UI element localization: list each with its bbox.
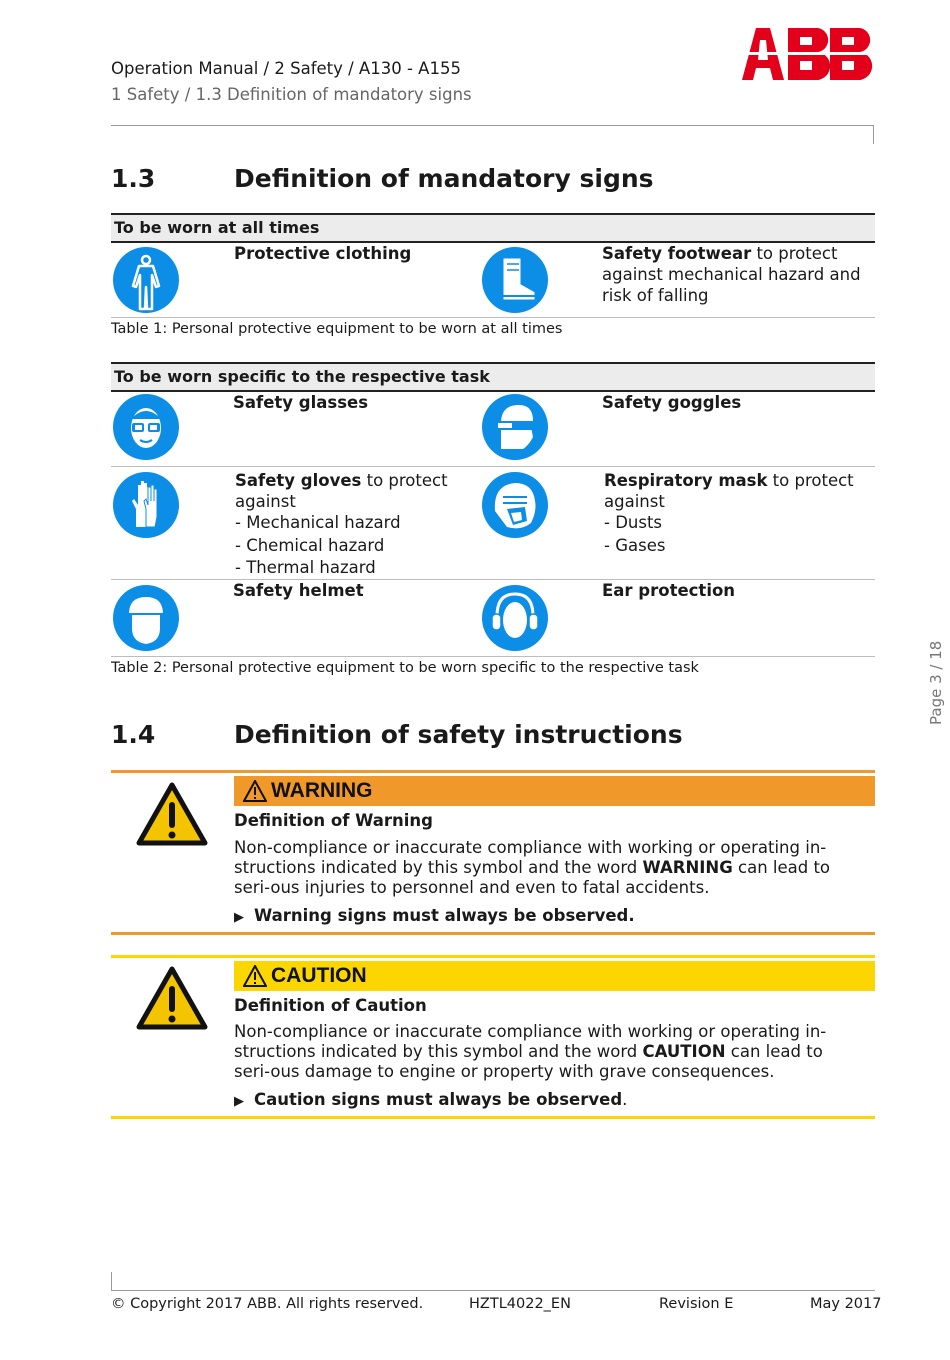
table-row bbox=[111, 580, 875, 657]
protective-clothing-label: Protective clothing bbox=[234, 244, 412, 263]
safety-gloves-icon bbox=[112, 471, 180, 539]
safety-glasses-icon bbox=[112, 393, 180, 461]
list-item: - Thermal hazard bbox=[235, 558, 376, 577]
safety-goggles-label: Safety goggles bbox=[602, 393, 742, 412]
warning-banner bbox=[234, 776, 875, 806]
abb-logo bbox=[742, 28, 876, 80]
header-rule bbox=[111, 125, 874, 126]
caution-top-rule bbox=[111, 955, 875, 958]
caution-triangle-icon bbox=[136, 966, 208, 1030]
warning-title: Definition of Warning bbox=[234, 811, 433, 830]
safety-goggles-icon bbox=[481, 393, 549, 461]
ppe-table-always bbox=[111, 213, 875, 319]
ppe-table-task bbox=[111, 362, 875, 658]
warning-bottom-rule bbox=[111, 932, 875, 935]
ear-protection-icon bbox=[481, 584, 549, 652]
table-row bbox=[111, 392, 875, 467]
caution-label: CAUTION bbox=[271, 964, 367, 987]
ear-protection-label: Ear protection bbox=[602, 581, 736, 600]
caution-bottom-rule bbox=[111, 1116, 875, 1119]
warning-triangle-icon bbox=[136, 782, 208, 846]
table-row bbox=[111, 243, 875, 318]
list-item: - Dusts bbox=[604, 513, 663, 532]
mask-hazard-list bbox=[604, 512, 864, 557]
safety-footwear-icon bbox=[481, 246, 549, 314]
header-breadcrumb: Operation Manual / 2 Safety / A130 - A155 bbox=[111, 59, 461, 78]
header-subtitle: 1 Safety / 1.3 Definition of mandatory signs bbox=[111, 85, 472, 104]
footer-revision: Revision E bbox=[659, 1296, 734, 1312]
footer-rule-tick bbox=[111, 1272, 112, 1291]
footer-date: May 2017 bbox=[810, 1296, 882, 1312]
table-caption: Table 1: Personal protective equipment to be worn at all times bbox=[111, 321, 563, 337]
safety-gloves-label: Safety gloves to protect against - Mechanical hazard - Chemical hazard - Thermal hazard bbox=[235, 470, 465, 580]
table-heading: To be worn at all times bbox=[111, 213, 875, 243]
gloves-hazard-list bbox=[235, 512, 465, 580]
caution-note: ▶ Caution signs must always be observed. bbox=[234, 1090, 628, 1109]
section-title: Definition of safety instructions bbox=[234, 720, 683, 749]
table-caption: Table 2: Personal protective equipment to be worn specific to the respective task bbox=[111, 660, 699, 676]
caution-small-icon bbox=[243, 965, 267, 987]
warning-body: Non-compliance or inaccurate compliance with working or operating in-structions indicated by this symbol and the word WARNING can lead to seri-ous injuries to personnel and even to fatal accidents. bbox=[234, 838, 831, 897]
respiratory-mask-label: Respiratory mask to protect against - Dusts - Gases bbox=[604, 470, 864, 557]
respiratory-mask-icon bbox=[481, 471, 549, 539]
footer-document-id: HZTL4022_EN bbox=[469, 1296, 571, 1312]
section-number: 1.4 bbox=[111, 720, 156, 749]
list-item: - Mechanical hazard bbox=[235, 513, 401, 532]
warning-small-icon bbox=[243, 780, 267, 802]
footer-rule bbox=[111, 1290, 875, 1291]
page-number: Page 3 / 18 bbox=[927, 640, 945, 725]
caution-title: Definition of Caution bbox=[234, 996, 427, 1015]
header-rule-tick bbox=[873, 125, 874, 144]
safety-helmet-icon bbox=[112, 584, 180, 652]
section-number: 1.3 bbox=[111, 164, 156, 193]
triangle-bullet-icon: ▶ bbox=[234, 1094, 244, 1109]
protective-clothing-icon bbox=[112, 246, 180, 314]
warning-label: WARNING bbox=[271, 779, 373, 802]
table-heading: To be worn specific to the respective task bbox=[111, 362, 875, 392]
safety-footwear-label: Safety footwear to protect against mechanical hazard and risk of falling bbox=[602, 244, 861, 305]
list-item: - Chemical hazard bbox=[235, 535, 385, 555]
warning-top-rule bbox=[111, 770, 875, 773]
safety-glasses-label: Safety glasses bbox=[233, 393, 369, 412]
triangle-bullet-icon: ▶ bbox=[234, 910, 244, 925]
safety-helmet-label: Safety helmet bbox=[233, 581, 364, 600]
caution-banner bbox=[234, 961, 875, 991]
table-row bbox=[111, 467, 875, 580]
list-item: - Gases bbox=[604, 535, 666, 555]
section-title: Definition of mandatory signs bbox=[234, 164, 654, 193]
warning-note: ▶ Warning signs must always be observed. bbox=[234, 906, 635, 925]
footer-copyright: © Copyright 2017 ABB. All rights reserved. bbox=[111, 1296, 424, 1312]
caution-body: Non-compliance or inaccurate compliance with working or operating in-structions indicated by this symbol and the word CAUTION can lead to seri-ous damage to engine or property with grave consequences. bbox=[234, 1022, 827, 1081]
